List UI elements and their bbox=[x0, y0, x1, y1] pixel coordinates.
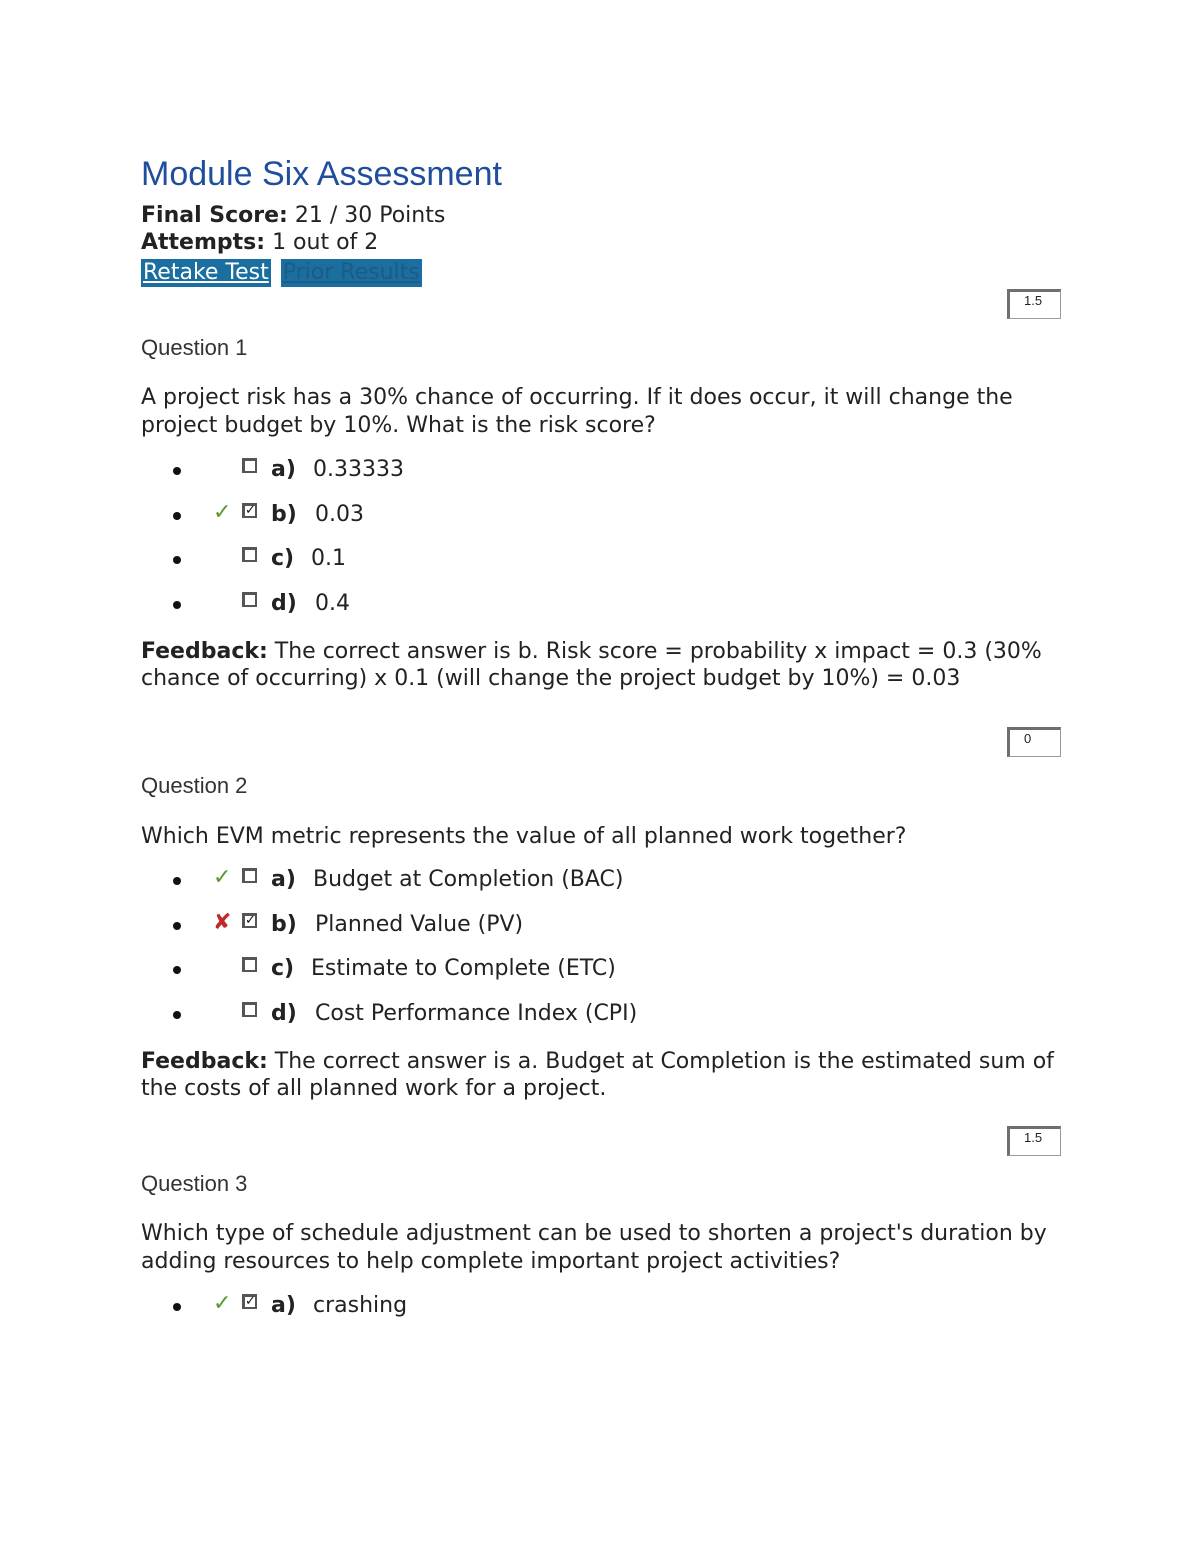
answer-option bbox=[141, 1000, 1061, 1045]
checkbox-checked[interactable]: ✓ bbox=[242, 913, 257, 928]
action-buttons bbox=[141, 259, 1061, 289]
bullet-icon bbox=[173, 877, 181, 885]
answer-option bbox=[141, 911, 1061, 956]
feedback-text: The correct answer is b. Risk score = probability x impact = 0.3 (30% chance of occurring) x 0.1 (will change the project budget by 10%) = 0.03 bbox=[141, 639, 1042, 691]
option-text: crashing bbox=[313, 1293, 408, 1318]
question-score: 0 bbox=[1007, 727, 1061, 757]
question-label: Question 3 bbox=[141, 1171, 248, 1196]
bullet-icon bbox=[173, 601, 181, 609]
option-letter: c) bbox=[271, 546, 295, 571]
bullet-icon bbox=[173, 467, 181, 475]
checkbox[interactable] bbox=[242, 868, 257, 883]
final-score-value: 21 / 30 Points bbox=[294, 203, 446, 228]
option-text: 0.1 bbox=[311, 546, 346, 571]
question-text: A project risk has a 30% chance of occurring. If it does occur, it will change the project budget by 10%. What is the risk score? bbox=[141, 385, 1013, 438]
final-score bbox=[141, 202, 1061, 229]
feedback bbox=[141, 638, 1061, 692]
question-score: 1.5 bbox=[1007, 289, 1061, 319]
answer-option bbox=[141, 955, 1061, 1000]
question-1 bbox=[141, 289, 1061, 692]
option-letter: a) bbox=[271, 457, 296, 482]
question-label: Question 1 bbox=[141, 335, 248, 360]
option-letter: a) bbox=[271, 1293, 296, 1318]
option-letter: d) bbox=[271, 590, 297, 616]
option-text: Budget at Completion (BAC) bbox=[313, 867, 624, 892]
question-text: Which EVM metric represents the value of all planned work together? bbox=[141, 824, 907, 849]
option-letter: a) bbox=[271, 867, 296, 892]
bullet-icon bbox=[173, 1303, 181, 1311]
checkbox[interactable] bbox=[242, 547, 257, 562]
retake-test-button[interactable]: Retake Test bbox=[143, 260, 269, 285]
answer-option bbox=[141, 590, 1061, 635]
checkbox[interactable] bbox=[242, 957, 257, 972]
answer-options bbox=[141, 456, 1061, 634]
checkbox-checked[interactable]: ✓ bbox=[242, 503, 257, 518]
option-text: 0.4 bbox=[315, 590, 350, 616]
question-3 bbox=[141, 1126, 1061, 1337]
bullet-icon bbox=[173, 966, 181, 974]
question-text: Which type of schedule adjustment can be used to shorten a project's duration by adding resources to help complete important project activities? bbox=[141, 1221, 1047, 1274]
answer-options bbox=[141, 866, 1061, 1044]
feedback-label: Feedback: bbox=[141, 1049, 268, 1074]
incorrect-x-icon: ✘ bbox=[213, 909, 232, 935]
option-text: 0.03 bbox=[315, 501, 364, 527]
question-2 bbox=[141, 717, 1061, 1102]
feedback-text: The correct answer is a. Budget at Completion is the estimated sum of the costs of all planned work for a project. bbox=[141, 1049, 1054, 1101]
page-title: Module Six Assessment bbox=[141, 155, 502, 193]
option-text: 0.33333 bbox=[313, 457, 404, 482]
answer-option bbox=[141, 456, 1061, 501]
option-letter: b) bbox=[271, 911, 297, 937]
checkbox[interactable] bbox=[242, 592, 257, 607]
option-text: Planned Value (PV) bbox=[315, 911, 524, 937]
correct-check-icon: ✓ bbox=[213, 1291, 232, 1316]
bullet-icon bbox=[173, 1011, 181, 1019]
question-label: Question 2 bbox=[141, 773, 248, 798]
feedback-label: Feedback: bbox=[141, 639, 268, 664]
bullet-icon bbox=[173, 922, 181, 930]
attempts-label: Attempts: bbox=[141, 230, 266, 255]
checkbox[interactable] bbox=[242, 458, 257, 473]
checkbox-checked[interactable]: ✓ bbox=[242, 1294, 257, 1309]
checkbox[interactable] bbox=[242, 1002, 257, 1017]
answer-option bbox=[141, 545, 1061, 590]
prior-results-button[interactable]: Prior Results bbox=[282, 260, 420, 285]
bullet-icon bbox=[173, 556, 181, 564]
correct-check-icon: ✓ bbox=[213, 499, 232, 525]
option-letter: d) bbox=[271, 1000, 297, 1026]
option-text: Cost Performance Index (CPI) bbox=[315, 1000, 638, 1026]
assessment-page bbox=[141, 152, 1061, 1337]
option-letter: b) bbox=[271, 501, 297, 527]
answer-option bbox=[141, 501, 1061, 546]
question-score: 1.5 bbox=[1007, 1126, 1061, 1156]
bullet-icon bbox=[173, 512, 181, 520]
final-score-label: Final Score: bbox=[141, 203, 288, 228]
attempts-value: 1 out of 2 bbox=[272, 230, 379, 255]
feedback bbox=[141, 1048, 1061, 1102]
option-text: Estimate to Complete (ETC) bbox=[311, 956, 616, 981]
correct-check-icon: ✓ bbox=[213, 865, 232, 890]
option-letter: c) bbox=[271, 956, 295, 981]
answer-option bbox=[141, 866, 1061, 911]
attempts bbox=[141, 229, 1061, 256]
answer-options bbox=[141, 1292, 1061, 1337]
answer-option bbox=[141, 1292, 1061, 1337]
